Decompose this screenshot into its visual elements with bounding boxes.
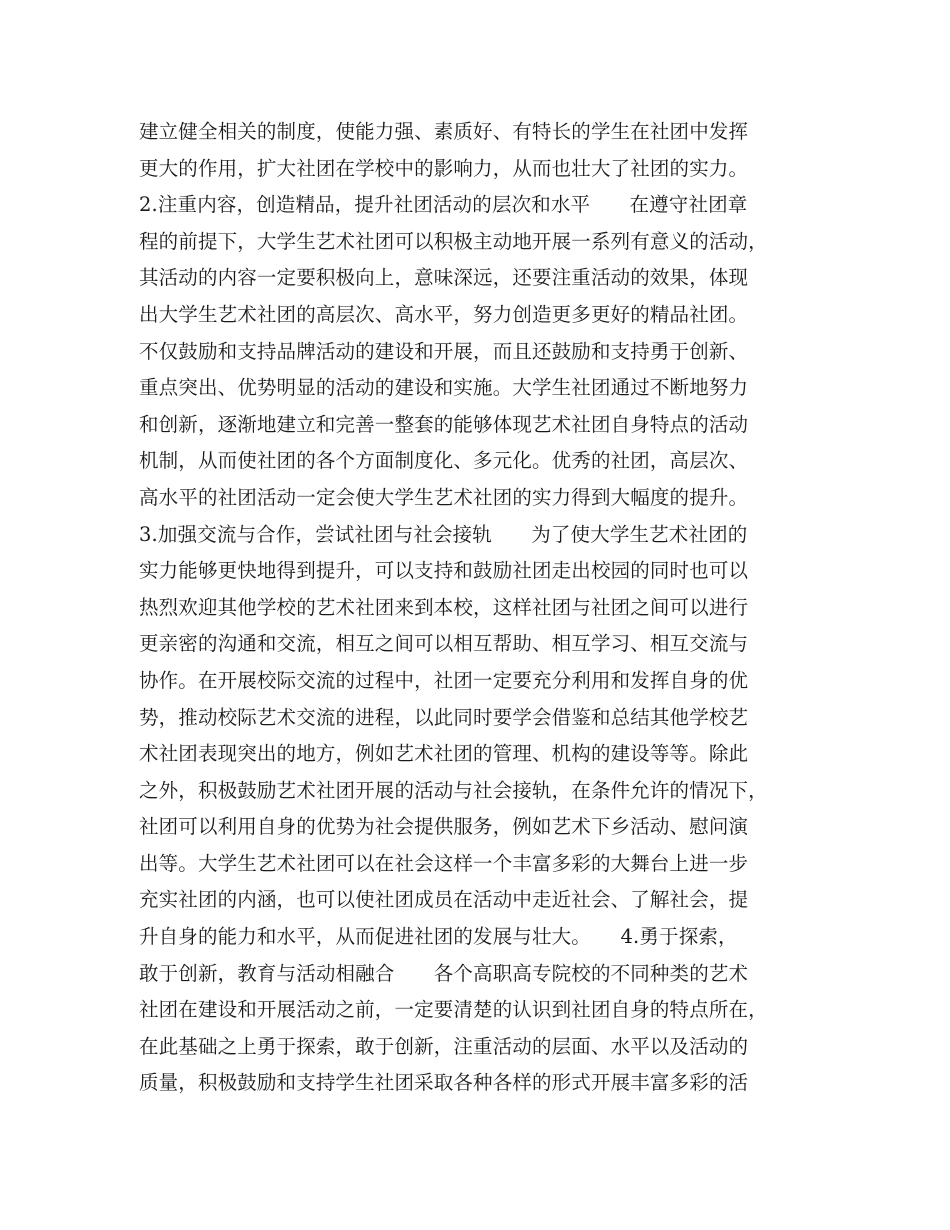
text-line-6: 出大学生艺术社团的高层次、高水平，努力创造更多更好的精品社团。 (139, 302, 749, 326)
body-text (139, 114, 829, 1102)
text-line-24: 敢于创新，教育与活动相融合 各个高职高专院校的不同种类的艺术 (139, 961, 749, 985)
text-line-10: 机制，从而使社团的各个方面制度化、多元化。优秀的社团，高层次、 (139, 449, 749, 473)
text-line-13: 实力能够更快地得到提升，可以支持和鼓励社团走出校园的同时也可以 (139, 559, 749, 583)
text-line-14: 热烈欢迎其他学校的艺术社团来到本校，这样社团与社团之间可以进行 (139, 595, 749, 619)
text-line-27: 质量，积极鼓励和支持学生社团采取各种各样的形式开展丰富多彩的活 (139, 1071, 749, 1095)
text-line-9: 和创新，逐渐地建立和完善一整套的能够体现艺术社团自身特点的活动 (139, 412, 749, 436)
text-line-26: 在此基础之上勇于探索，敢于创新，注重活动的层面、水平以及活动的 (139, 1034, 749, 1058)
text-line-18: 术社团表现突出的地方，例如艺术社团的管理、机构的建设等等。除此 (139, 742, 749, 766)
text-line-8: 重点突出、优势明显的活动的建设和实施。大学生社团通过不断地努力 (139, 376, 749, 400)
text-line-25: 社团在建设和开展活动之前，一定要清楚的认识到社团自身的特点所在， (139, 998, 768, 1022)
text-line-4: 程的前提下，大学生艺术社团可以积极主动地开展一系列有意义的活动， (139, 229, 768, 253)
text-line-3: 2.注重内容，创造精品，提升社团活动的层次和水平 在遵守社团章 (139, 193, 748, 217)
text-line-17: 势，推动校际艺术交流的进程，以此同时要学会借鉴和总结其他学校艺 (139, 705, 749, 729)
text-line-21: 出等。大学生艺术社团可以在社会这样一个丰富多彩的大舞台上进一步 (139, 851, 749, 875)
text-line-1: 建立健全相关的制度，使能力强、素质好、有特长的学生在社团中发挥 (139, 120, 749, 143)
text-line-12: 3.加强交流与合作，尝试社团与社会接轨 为了使大学生艺术社团的 (139, 522, 748, 546)
text-line-15: 更亲密的沟通和交流，相互之间可以相互帮助、相互学习、相互交流与 (139, 632, 749, 656)
text-line-22: 充实社团的内涵，也可以使社团成员在活动中走近社会、了解社会，提 (139, 888, 749, 912)
text-line-20: 社团可以利用自身的优势为社会提供服务，例如艺术下乡活动、慰问演 (139, 815, 749, 839)
text-line-7: 不仅鼓励和支持品牌活动的建设和开展，而且还鼓励和支持勇于创新、 (139, 339, 749, 363)
text-line-16: 协作。在开展校际交流的过程中，社团一定要充分利用和发挥自身的优 (139, 668, 749, 692)
text-line-2: 更大的作用，扩大社团在学校中的影响力，从而也壮大了社团的实力。 (139, 156, 749, 180)
text-line-23: 升自身的能力和水平，从而促进社团的发展与壮大。 4.勇于探索， (139, 925, 738, 949)
text-line-19: 之外，积极鼓励艺术社团开展的活动与社会接轨，在条件允许的情况下， (139, 778, 768, 802)
text-line-5: 其活动的内容一定要积极向上，意味深远，还要注重活动的效果，体现 (139, 266, 749, 290)
text-line-11: 高水平的社团活动一定会使大学生艺术社团的实力得到大幅度的提升。 (139, 485, 749, 509)
